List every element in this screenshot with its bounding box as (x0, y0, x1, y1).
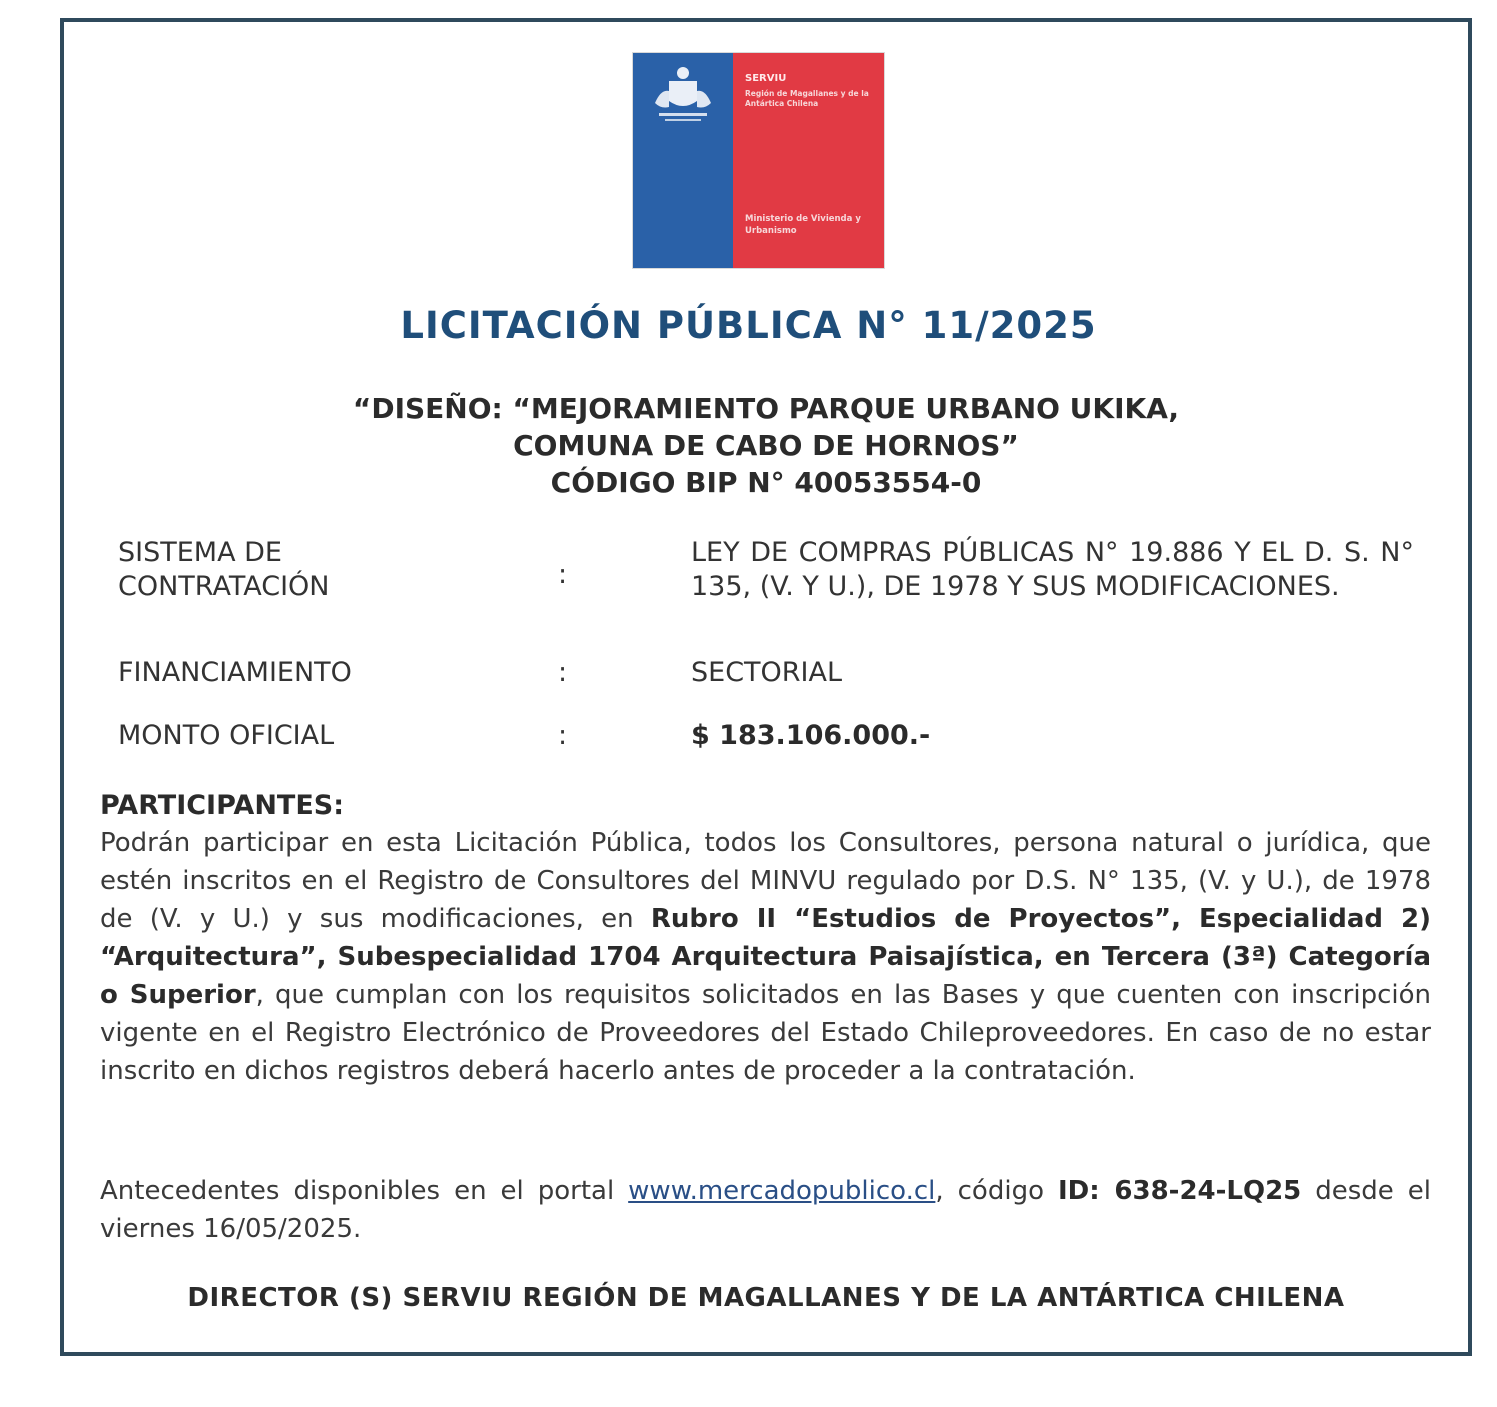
logo-ministry: Ministerio de Vivienda y Urbanismo (745, 214, 861, 236)
participants-intro: Podrán participar en esta Licitación Pública, todos los Consultores, persona natural o jurídica, que estén inscritos en el Registro de Consultores del MINVU regulado por D.S. N° 135, (V. y U.), de 1978 de (V. y U.) y sus modificaciones, en (100, 828, 1431, 934)
detail-colon: : (558, 559, 568, 590)
antecedentes-mid: , código (935, 1176, 1058, 1206)
participants-rest: , que cumplan con los requisitos solicitados en las Bases y que cuenten con inscripción vigente en el Registro Electrónico de Proveedores del Estado Chileproveedores. En caso de no estar inscrito en dichos registros deberá hacerlo antes de proceder a la contratación. (100, 980, 1431, 1086)
director-signature: DIRECTOR (S) SERVIU REGIÓN DE MAGALLANES Y DE LA ANTÁRTICA CHILENA (187, 1283, 1345, 1313)
coat-of-arms-icon (647, 63, 719, 125)
participants-section (100, 788, 1431, 1090)
tender-id: ID: 638-24-LQ25 (1057, 1176, 1302, 1206)
subtitle-line-3: CÓDIGO BIP N° 40053554-0 (550, 466, 982, 499)
participants-text (100, 824, 1431, 1090)
participants-heading: PARTICIPANTES: (100, 790, 345, 821)
logo-name: SERVIU (745, 73, 787, 84)
mercadopublico-link[interactable]: www.mercadopublico.cl (628, 1176, 936, 1206)
detail-label: SISTEMA DE CONTRATACIÓN (118, 537, 330, 602)
detail-label: MONTO OFICIAL (118, 720, 335, 751)
logo-red-panel (733, 53, 884, 268)
logo-blue-panel (633, 53, 733, 268)
logo-region: Región de Magallanes y de la Antártica Chilena (745, 89, 869, 108)
antecedentes-paragraph (100, 1172, 1431, 1248)
participants-category: Rubro II “Estudios de Proyectos”, Especialidad 2) “Arquitectura”, Subespecialidad 1704 Arquitectura Paisajística, en Tercera (3ª) Categoría o Superior (100, 904, 1431, 1010)
subtitle-line-2: COMUNA DE CABO DE HORNOS” (513, 429, 1019, 462)
detail-colon: : (558, 720, 568, 751)
detail-value: SECTORIAL (691, 657, 843, 688)
antecedentes-pre: Antecedentes disponibles en el portal (100, 1176, 629, 1206)
antecedentes-post: desde el viernes 16/05/2025. (100, 1176, 1432, 1244)
subtitle-line-1: “DISEÑO: “MEJORAMIENTO PARQUE URBANO UKIKA, (352, 392, 1180, 425)
detail-value: LEY DE COMPRAS PÚBLICAS N° 19.886 Y EL D. S. N° 135, (V. Y U.), DE 1978 Y SUS MODIFICACIONES. (691, 537, 1414, 602)
page-title: LICITACIÓN PÚBLICA N° 11/2025 (400, 304, 1097, 347)
serviu-logo (633, 53, 884, 268)
project-subtitle (0, 390, 1497, 501)
detail-value: $ 183.106.000.- (691, 720, 931, 751)
detail-label: FINANCIAMIENTO (118, 657, 352, 688)
detail-colon: : (558, 657, 568, 688)
